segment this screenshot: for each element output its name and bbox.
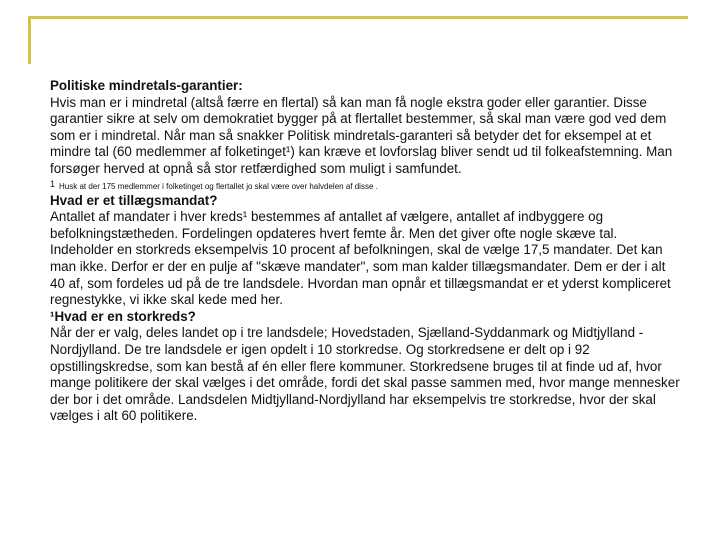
slide-content xyxy=(50,78,680,425)
footnote-mark: 1 xyxy=(50,178,56,189)
tillaegsmandat-body: Antallet af mandater i hver kreds¹ bestemmes af antallet af vælgere, antallet af indbyggere og befolkningstætheden. Fordelingen opdateres hvert femte år. Men det giver ofte nogle skæve tal. Indeholder en storkreds eksempelvis 10 procent af befolkningen, skal de vælge 17,5 mandater. Det kan man ikke. Derfor er der en pulje af "skæve mandater", som man kalder tillægsmandater. Dem er der i alt 40 af, som fordeles ud på de tre landsdele. Hvordan man opnår et tillægsmandat er et yderst kompliceret regnestykke, vi ikke skal kede med her. xyxy=(50,209,671,308)
footnote xyxy=(50,178,680,193)
tillaegsmandat-heading: Hvad er et tillægsmandat? xyxy=(50,192,218,208)
footnote-text: Husk at der 175 medlemmer i folketinget og flertallet jo skal være over halvdelen af disse . xyxy=(59,181,378,191)
decorative-top-rule xyxy=(28,16,688,19)
storkreds-heading: ¹Hvad er en storkreds? xyxy=(50,308,196,324)
decorative-left-rule xyxy=(28,16,31,64)
mindretal-title: Politiske mindretals-garantier: xyxy=(50,78,243,93)
mindretal-body: Hvis man er i mindretal (altså færre en flertal) så kan man få nogle ekstra goder eller garantier. Disse garantier sikre at selv om demokratiet bygger på at flertallet bestemmer, så skal man være god ved dem som er i mindretal. Når man så snakker Politisk mindretals-garanteri så betyder det for eksempel at et mindre tal (60 medlemmer af folketinget¹) kan kræve et lovforslag bliver sendt ud til folkeafstemning. Man forsøger herved at opnå så stor retfærdighed som muligt i samfundet. xyxy=(50,94,673,176)
storkreds-body: Når der er valg, deles landet op i tre landsdele; Hovedstaden, Sjælland-Syddanmark og Midtjylland -Nordjylland. De tre landsdele er igen opdelt i 10 storkredse. Og storkredsene er delt op i 92 opstillingskredse, som kan bestå af én eller flere kommuner. Storkredsene bruges til at finde ud af, hvor mange politikere der skal vælges i det område, fordi det skal passe sammen med, hvor mange mennesker der bor i det område. Landsdelen Midtjylland-Nordjylland har eksempelvis tre storkredse, hvor der skal vælges i alt 60 politikere. xyxy=(50,325,680,424)
